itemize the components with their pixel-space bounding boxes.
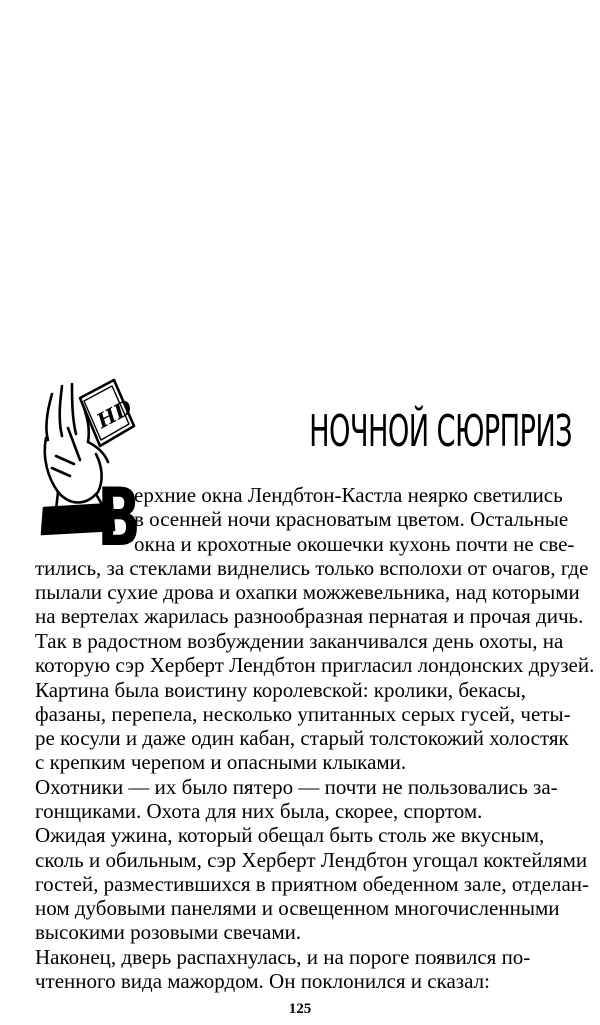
text-line: ном дубовыми панелями и освещенном многочисленными [35,896,560,920]
page-number: 125 [288,1001,312,1017]
text-line: пылали сухие дрова и охапки можжевельника, над которыми [35,580,580,604]
text-line: на вертелах жарилась разнообразная пернатая и прочая дичь. [35,604,584,628]
text-line: окна и крохотные окошечки кухонь почти не све- [134,532,575,556]
text-line: тились, за стеклами виднелись только всполохи от очагов, где [35,556,589,580]
text-line: с крепким черепом и опасными клыками. [35,750,407,774]
text-line: сколь и обильным, сэр Херберт Лендбтон угощал коктейлями [35,848,588,872]
text-line: гонщиками. Охота для них была, скорее, спортом. [35,799,483,823]
drop-cap: В [97,471,141,564]
text-line: гостей, разместившихся в приятном обеденном зале, отделан- [35,872,589,896]
text-line: Наконец, дверь распахнулась, и на пороге появился по- [35,945,531,969]
text-line: Картина была воистину королевской: кролики, бекасы, [35,678,527,702]
text-line: ерхние окна Лендбтон-Кастла неярко светились [134,483,563,507]
chapter-title: НОЧНОЙ СЮРПРИЗ [309,406,572,457]
text-line: чтенного вида мажордом. Он поклонился и сказал: [35,969,490,993]
text-line: ре косули и даже один кабан, старый толстокожий холостяк [35,726,569,750]
text-line: в осенней ночи красноватым цветом. Остальные [134,507,569,531]
text-line: высокими розовыми свечами. [35,920,302,944]
text-line: которую сэр Херберт Лендбтон пригласил лондонских друзей. [35,653,595,677]
text-line: Так в радостном возбуждении заканчивался день охоты, на [35,629,564,653]
logo-card-text: HD [92,394,136,433]
text-line: фазаны, перепела, несколько упитанных серых гусей, четы- [35,702,571,726]
text-line: Охотники — их было пятеро — почти не пользовались за- [35,775,558,799]
text-line: Ожидая ужина, который обещал быть столь же вкусным, [35,823,545,847]
